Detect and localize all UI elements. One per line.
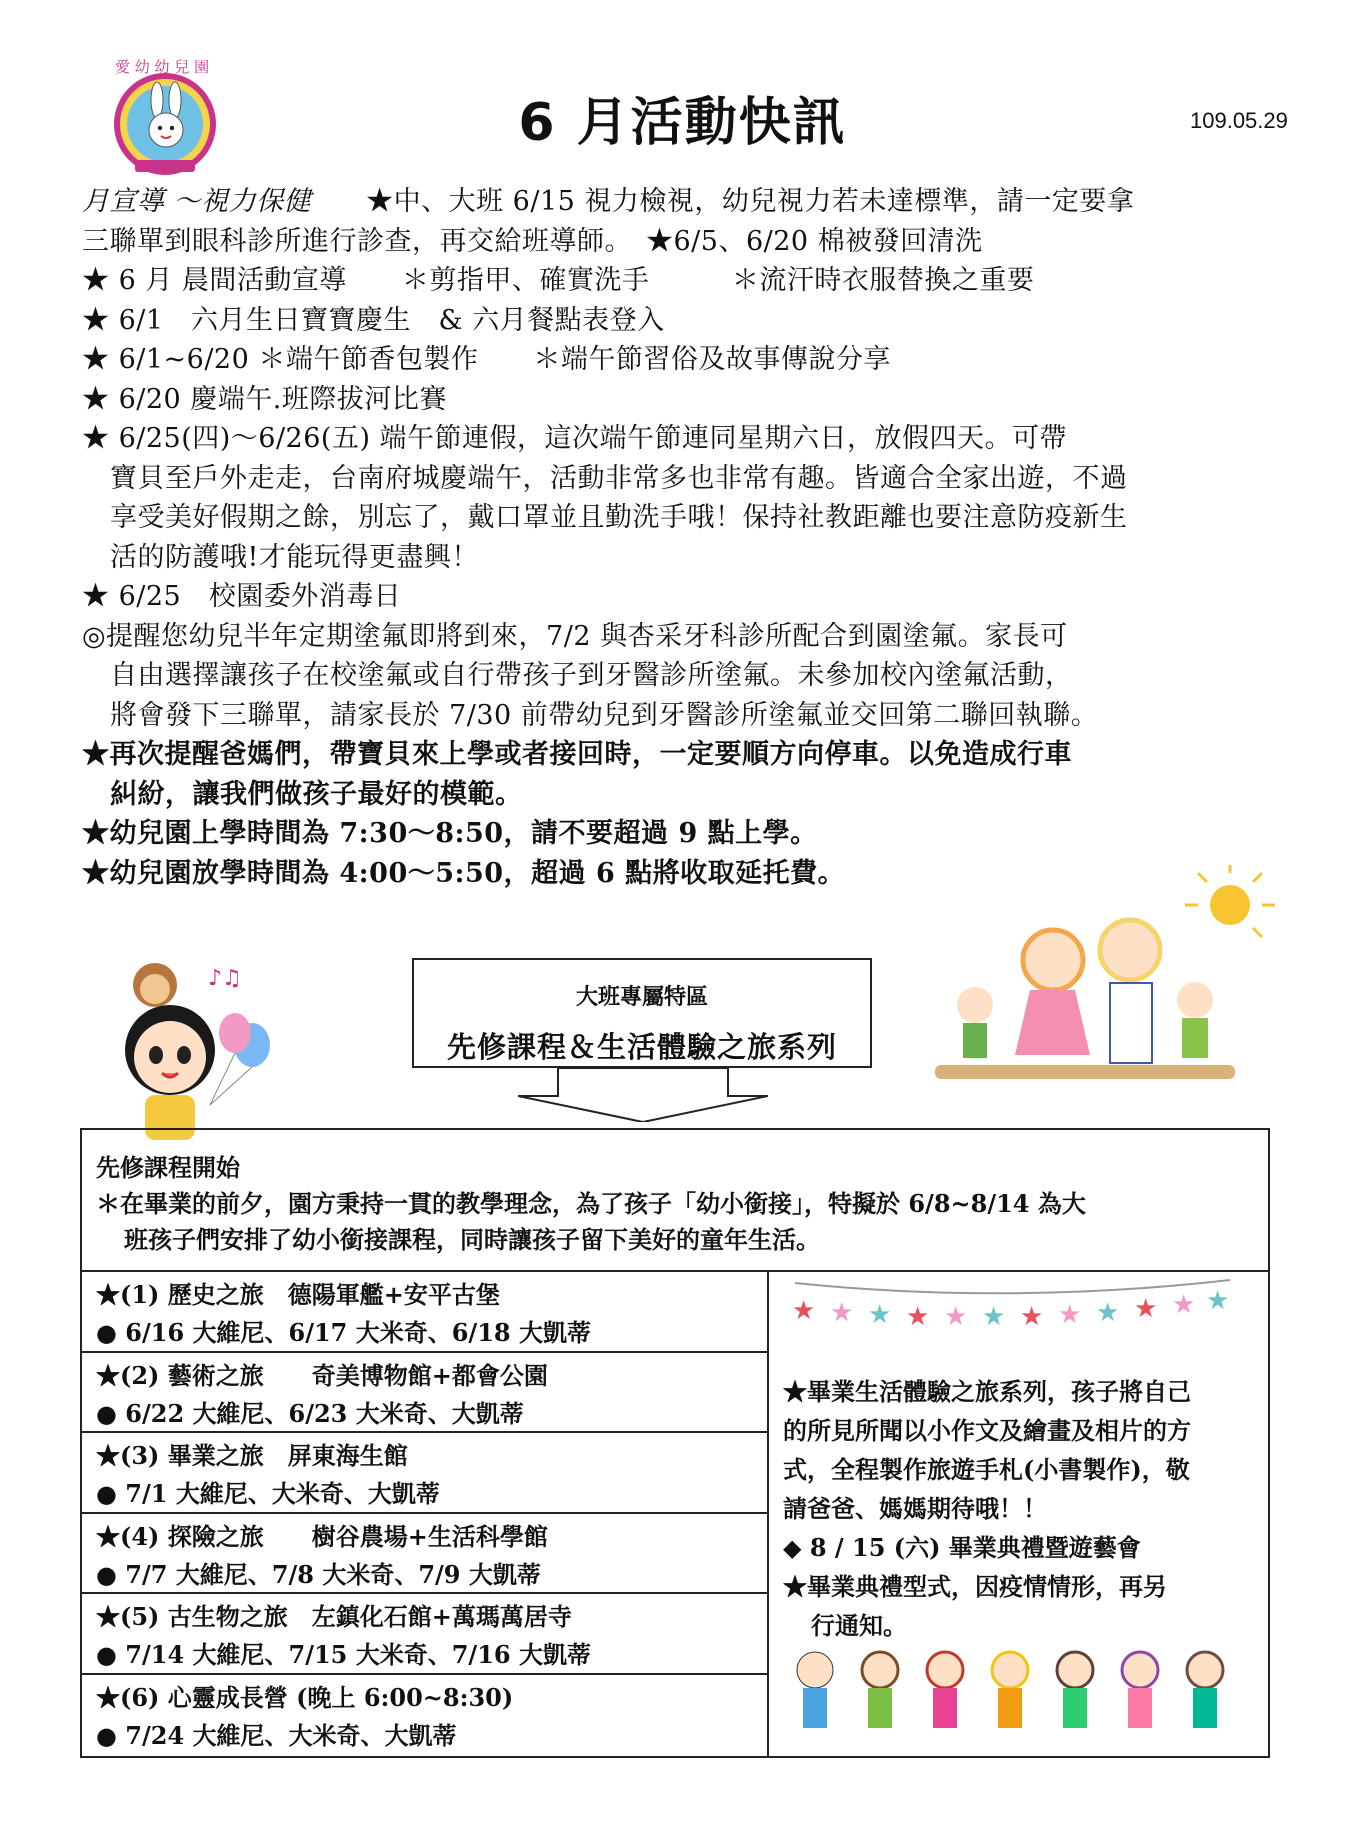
svg-text:★: ★ [944,1302,968,1332]
notice-line: ★幼兒園放學時間為 4:00～5:50，超過 6 點將收取延托費。 [82,857,846,889]
notice-line: ★ 6/25 校園委外消毒日 [82,581,402,612]
trip-row [82,1353,767,1434]
family-illustration [935,865,1280,1095]
graduation-text: 請爸爸、媽媽期待哦！！ [783,1494,1047,1523]
trip-row [82,1433,767,1514]
notice-line: 活的防護哦!才能玩得更盡興！ [110,541,479,573]
notice-line: ★ 6/20 慶端午.班際拔河比賽 [82,383,447,415]
svg-text:★: ★ [830,1298,854,1328]
trip-dates: ● 6/16 大維尼、6/17 大米奇、6/18 大凱蒂 [96,1318,591,1347]
svg-text:♪♫: ♪♫ [208,966,242,991]
notice-line: 享受美好假期之餘，別忘了，戴口罩並且勤洗手哦！保持社教距離也要注意防疫新生 [110,502,1128,533]
notice-line: 月宣導 ～視力保健 ★中、大班 6/15 視力檢視，幼兒視力若未達標準，請一定要拿 [82,186,1135,217]
star-bunting-decoration [790,1275,1235,1335]
trip-title: ★(4) 探險之旅 樹谷農場+生活科學館 [96,1521,548,1551]
trip-dates: ● 7/1 大維尼、大米奇、大凱蒂 [96,1479,440,1509]
notice-line: 糾紛，讓我們做孩子最好的模範。 [110,778,523,810]
trip-row [82,1272,767,1353]
down-arrow-icon [518,1068,768,1122]
svg-text:★: ★ [1134,1294,1158,1324]
svg-text:★: ★ [868,1300,892,1330]
notice-line: 寶貝至戶外走走，台南府城慶端午，活動非常多也非常有趣。皆適合全家出遊，不過 [110,462,1128,494]
notice-line: 將會發下三聯單，請家長於 7/30 前帶幼兒到牙醫診所塗氟並交回第二聯回執聯。 [110,699,1099,731]
program-intro [82,1130,1268,1272]
notice-line: ★ 6/1~6/20 ＊端午節香包製作 ＊端午節習俗及故事傳說分享 [82,344,891,375]
svg-text:★: ★ [792,1296,816,1326]
trip-row [82,1594,767,1675]
notice-line: 自由選擇讓孩子在校塗氟或自行帶孩子到牙醫診所塗氟。未參加校內塗氟活動， [110,660,1073,691]
svg-text:★: ★ [1096,1298,1120,1328]
notice-line: ★幼兒園上學時間為 7:30～8:50，請不要超過 9 點上學。 [82,818,818,849]
trip-list [82,1272,767,1756]
children-row-illustration [785,1640,1255,1745]
program-desc: 班孩子們安排了幼小銜接課程，同時讓孩子留下美好的童年生活。 [124,1225,820,1254]
callout-title: 先修課程＆生活體驗之旅系列 [446,1030,837,1064]
trip-title: ★(5) 古生物之旅 左鎮化石館+萬瑪萬居寺 [96,1602,572,1632]
trip-title: ★(3) 畢業之旅 屏東海生館 [96,1441,408,1471]
graduation-text: 行通知。 [811,1611,907,1640]
girl-with-balloons-illustration [100,955,280,1155]
issue-date: 109.05.29 [1190,108,1288,133]
trip-row [82,1514,767,1595]
svg-text:★: ★ [1020,1302,1044,1332]
trip-row [82,1675,767,1756]
svg-text:★: ★ [906,1302,930,1332]
notice-line: ★再次提醒爸媽們，帶寶貝來上學或者接回時，一定要順方向停車。以免造成行車 [82,739,1072,770]
svg-text:★: ★ [982,1302,1006,1332]
notice-line: ★ 6 月 晨間活動宣導 ＊剪指甲、確實洗手 ＊流汗時衣服替換之重要 [82,265,1035,296]
svg-text:★: ★ [1206,1286,1230,1316]
graduation-text: 式，全程製作旅遊手札(小書製作)，敬 [783,1455,1190,1484]
program-heading: 先修課程開始 [96,1153,240,1182]
notice-line: 三聯單到眼科診所進行診查，再交給班導師。 ★6/5、6/20 棉被發回清洗 [82,225,983,257]
trip-title: ★(6) 心靈成長營 (晚上 6:00~8:30) [96,1682,514,1712]
callout-subtitle: 大班專屬特區 [575,984,708,1010]
trip-title: ★(1) 歷史之旅 德陽軍艦+安平古堡 [96,1280,500,1309]
trip-dates: ● 7/14 大維尼、7/15 大米奇、7/16 大凱蒂 [96,1640,591,1670]
trip-dates: ● 7/7 大維尼、7/8 大米奇、7/9 大凱蒂 [96,1559,541,1589]
graduation-text: ◆ 8 / 15 (六) 畢業典禮暨遊藝會 [783,1533,1141,1562]
monthly-theme-label: 月宣導 ～視力保健 [82,186,312,217]
senior-class-callout [412,958,872,1068]
program-desc: ＊在畢業的前夕，園方秉持一貫的教學理念，為了孩子「幼小銜接」，特擬於 6/8~8/14 為大 [96,1189,1086,1218]
trip-dates: ● 7/24 大維尼、大米奇、大凱蒂 [96,1720,457,1750]
svg-text:★: ★ [1172,1290,1196,1320]
graduation-text: ★畢業生活體驗之旅系列，孩子將自己 [783,1377,1191,1406]
notice-line: ★ 6/1 六月生日寶寶慶生 & 六月餐點表登入 [82,304,665,336]
notice-line: ★ 6/25(四)～6/26(五) 端午節連假，這次端午節連同星期六日，放假四天。可帶 [82,423,1068,454]
svg-text:愛 幼 幼 兒 園: 愛 幼 幼 兒 園 [115,58,210,76]
notice-line: ◎提醒您幼兒半年定期塗氟即將到來，7/2 與杏采牙科診所配合到園塗氟。家長可 [82,620,1068,652]
trip-title: ★(2) 藝術之旅 奇美博物館+都會公園 [96,1360,548,1390]
graduation-text: ★畢業典禮型式，因疫情情形，再另 [783,1572,1167,1601]
graduation-text: 的所見所聞以小作文及繪畫及相片的方 [783,1416,1191,1445]
svg-text:★: ★ [1058,1300,1082,1330]
page-title: 6 月活動快訊 [518,93,847,153]
notices-section [82,182,1312,893]
trip-dates: ● 6/22 大維尼、6/23 大米奇、大凱蒂 [96,1398,524,1428]
